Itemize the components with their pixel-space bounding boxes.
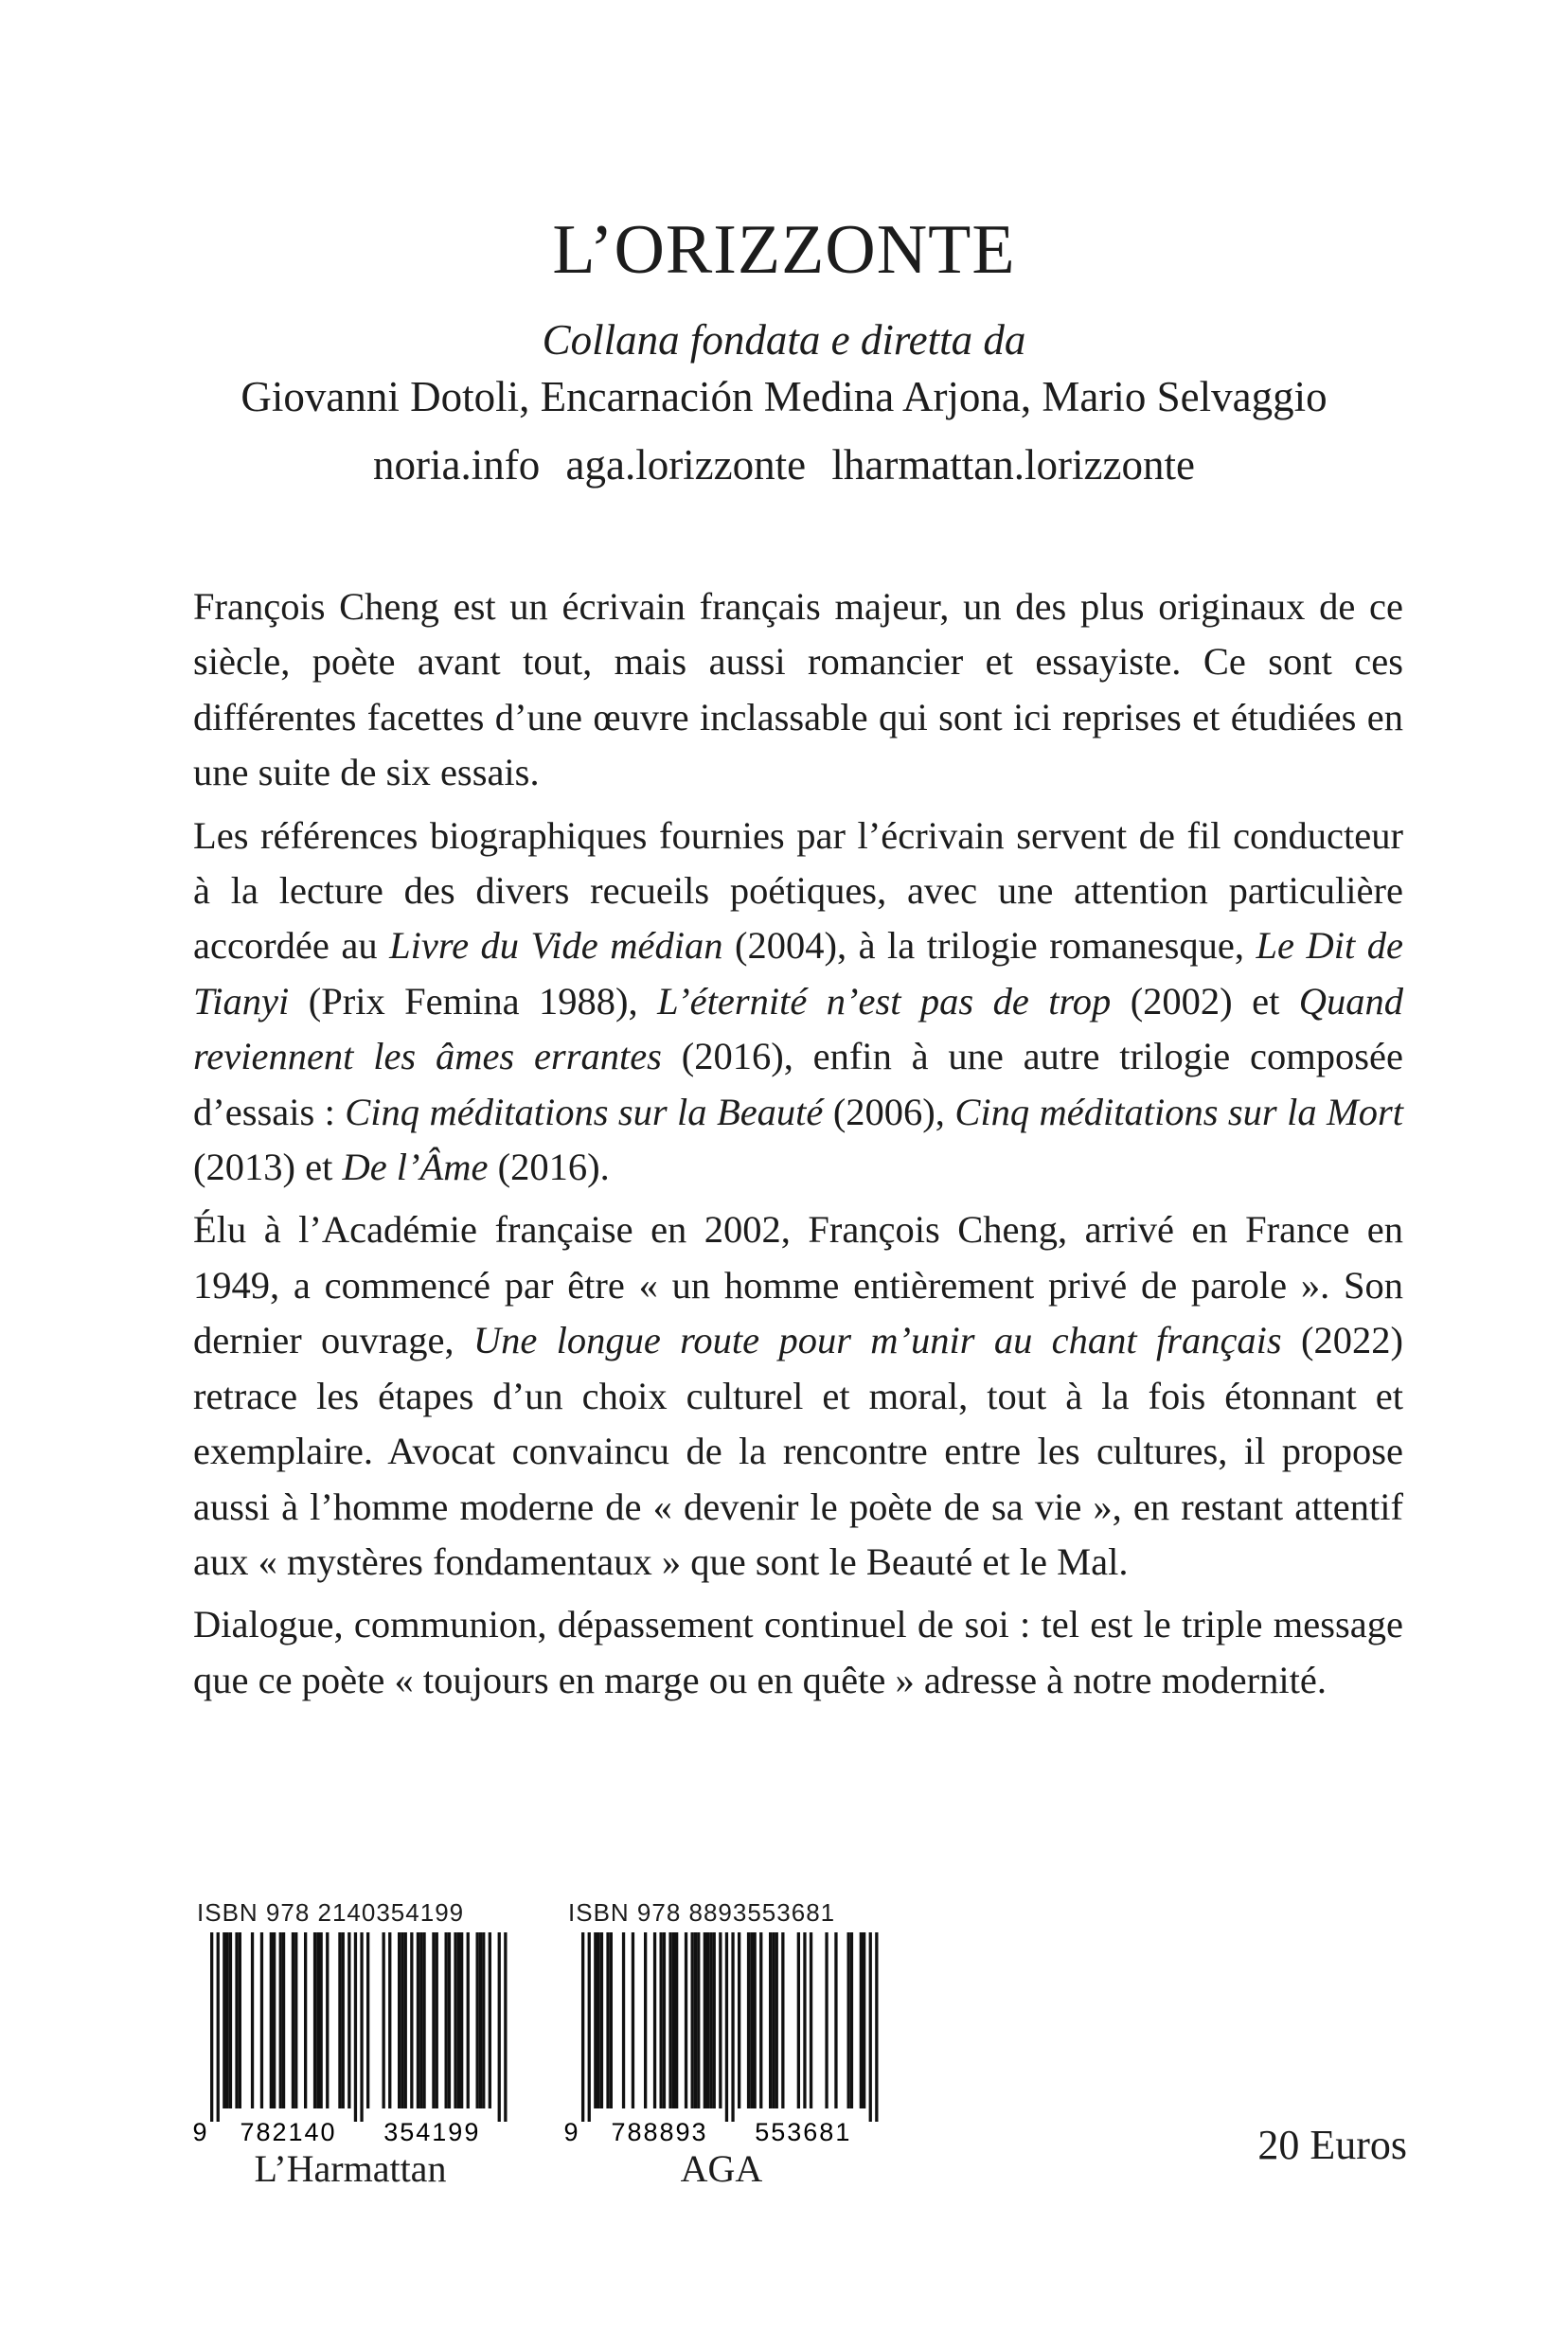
blurb-paragraph-2: Les références biographiques fournies par l’écrivain servent de fil conducteur à la lecture des divers recueils poétiques, avec une attention particulière accordée au Livre du Vide médian (2004), à la trilogie romanesque, Le Dit de Tianyi (Prix Femina 1988), L’éternité n’est pas de trop (2002) et Quand reviennent les âmes errantes (2016), enfin à une autre trilogie composée d’essais : Cinq méditations sur la Beauté (2006), Cinq méditations sur la Mort (2013) et De l’Âme (2016). bbox=[193, 813, 1404, 1189]
barcode-bar bbox=[731, 1932, 734, 2122]
barcode-bar bbox=[622, 1932, 625, 2108]
barcode-bar bbox=[694, 1932, 697, 2108]
link-aga: aga.lorizzonte bbox=[565, 441, 807, 489]
barcode-bar bbox=[709, 1932, 712, 2108]
barcode-bar bbox=[338, 1932, 341, 2108]
barcode-bar bbox=[610, 1932, 613, 2108]
price: 20 Euros bbox=[1257, 2122, 1407, 2168]
barcode-bar bbox=[594, 1932, 597, 2108]
barcode-bar bbox=[850, 1932, 853, 2108]
barcode-bar bbox=[366, 1932, 369, 2108]
series-title: L’ORIZZONTE bbox=[552, 211, 1016, 289]
barcode-bar bbox=[292, 1932, 294, 2108]
barcode-bar bbox=[273, 1932, 276, 2108]
barcode bbox=[561, 1932, 882, 2144]
blurb-paragraph-4: Dialogue, communion, dépassement continuel de soi : tel est le triple message que ce poète « toujours en marge ou en quête » adresse à notre modernité. bbox=[193, 1603, 1403, 1701]
barcode-bar bbox=[282, 1932, 285, 2108]
barcode-digits: 354199 bbox=[383, 2118, 481, 2144]
barcode-bar bbox=[260, 1932, 263, 2108]
barcode-bar bbox=[772, 1932, 775, 2108]
barcode-bar bbox=[663, 1932, 666, 2108]
series-links bbox=[0, 440, 1568, 489]
link-lharmattan: lharmattan.lorizzonte bbox=[831, 441, 1195, 489]
barcode-bar bbox=[360, 1932, 363, 2122]
barcode-bar bbox=[597, 1932, 600, 2108]
barcode-bar bbox=[460, 1932, 463, 2108]
barcode-bar bbox=[432, 1932, 435, 2108]
barcode-bar bbox=[672, 1932, 675, 2108]
barcode-bar bbox=[810, 1932, 812, 2108]
barcode-bar bbox=[691, 1932, 694, 2108]
barcode-bar bbox=[750, 1932, 753, 2108]
barcode bbox=[189, 1932, 511, 2144]
barcode-bar bbox=[342, 1932, 345, 2108]
barcode-bar bbox=[304, 1932, 307, 2108]
barcode-bar bbox=[404, 1932, 407, 2108]
barcode-bar bbox=[422, 1932, 425, 2108]
barcode-bar bbox=[685, 1932, 687, 2108]
barcode-bar bbox=[235, 1932, 238, 2108]
barcode-bar bbox=[606, 1932, 609, 2108]
barcode-bar bbox=[398, 1932, 401, 2108]
barcode-bar bbox=[697, 1932, 700, 2108]
barcode-bar bbox=[347, 1932, 350, 2108]
barcode-bar bbox=[401, 1932, 403, 2108]
barcode-bar bbox=[600, 1932, 603, 2108]
barcode-bar bbox=[316, 1932, 319, 2108]
barcode-bar bbox=[797, 1932, 800, 2108]
barcode-bar bbox=[759, 1932, 762, 2108]
barcode-bar bbox=[251, 1932, 254, 2108]
barcode-block-aga bbox=[561, 1898, 882, 2191]
barcode-bar bbox=[834, 1932, 837, 2108]
barcode-bar bbox=[354, 1932, 357, 2122]
link-noria: noria.info bbox=[373, 441, 541, 489]
barcode-bar bbox=[326, 1932, 329, 2108]
barcode-bar bbox=[436, 1932, 438, 2108]
barcode-bar bbox=[632, 1932, 634, 2108]
isbn-label: ISBN 978 8893553681 bbox=[568, 1898, 836, 1927]
barcode-bar bbox=[457, 1932, 460, 2108]
barcode-bar bbox=[668, 1932, 671, 2108]
barcode-digits: 9 bbox=[192, 2118, 209, 2144]
barcode-bar bbox=[504, 1932, 507, 2122]
barcode-bar bbox=[704, 1932, 706, 2108]
blurb-paragraph-3: Élu à l’Académie française en 2002, François Cheng, arrivé en France en 1949, a commencé par être « un homme entièrement privé de parole ». Son dernier ouvrage, Une longue route pour m’unir au chant français (2022) retrace les étapes d’un choix culturel et moral, tout à la fois étonnant et exemplaire. Avocat convaincu de la rencontre entre les cultures, il propose aussi à l’homme moderne de « devenir le poète de sa vie », en restant attentif aux « mystères fondamentaux » que sont le Beauté et le Mal. bbox=[193, 1208, 1403, 1583]
barcode-bar bbox=[482, 1932, 485, 2108]
barcode-bar bbox=[719, 1932, 722, 2108]
barcode-bar bbox=[863, 1932, 865, 2108]
barcode-bar bbox=[445, 1932, 448, 2108]
barcode-bar bbox=[226, 1932, 229, 2108]
barcode-bar bbox=[825, 1932, 828, 2108]
barcode-bar bbox=[476, 1932, 479, 2108]
barcode-bar bbox=[279, 1932, 282, 2108]
barcode-bar bbox=[454, 1932, 456, 2108]
barcode-bar bbox=[239, 1932, 241, 2108]
barcode-bar bbox=[653, 1932, 656, 2108]
publisher-name: AGA bbox=[680, 2147, 763, 2190]
barcode-bar bbox=[713, 1932, 716, 2108]
barcode-bar bbox=[675, 1932, 678, 2108]
barcode-bar bbox=[467, 1932, 470, 2108]
barcode-bar bbox=[320, 1932, 323, 2108]
barcode-bar bbox=[781, 1932, 784, 2108]
barcode-bar bbox=[410, 1932, 413, 2108]
barcode-bar bbox=[223, 1932, 225, 2108]
barcode-bar bbox=[725, 1932, 728, 2122]
barcode-bar bbox=[498, 1932, 501, 2122]
publisher-name: L’Harmattan bbox=[254, 2147, 447, 2190]
barcode-digits: 553681 bbox=[755, 2118, 852, 2144]
barcode-bar bbox=[388, 1932, 391, 2108]
barcode-bar bbox=[448, 1932, 451, 2108]
barcode-bar bbox=[775, 1932, 778, 2108]
barcode-bar bbox=[747, 1932, 750, 2108]
barcode-bar bbox=[270, 1932, 273, 2108]
isbn-label: ISBN 978 2140354199 bbox=[197, 1898, 465, 1927]
barcode-digits: 788893 bbox=[611, 2118, 708, 2144]
barcode-bar bbox=[803, 1932, 806, 2108]
barcode-bar bbox=[660, 1932, 663, 2108]
barcode-bar bbox=[875, 1932, 878, 2122]
series-subtitle: Collana fondata e diretta da bbox=[542, 316, 1026, 364]
barcode-bar bbox=[860, 1932, 863, 2108]
barcode-bar bbox=[210, 1932, 213, 2122]
barcode-bar bbox=[581, 1932, 584, 2122]
barcode-digits: 782140 bbox=[240, 2118, 337, 2144]
barcode-bar bbox=[294, 1932, 297, 2108]
barcode-bar bbox=[383, 1932, 385, 2108]
barcode-bar bbox=[479, 1932, 482, 2108]
barcode-bar bbox=[706, 1932, 709, 2108]
barcode-bar bbox=[417, 1932, 419, 2108]
barcode-bar bbox=[313, 1932, 316, 2108]
barcode-bar bbox=[769, 1932, 772, 2108]
barcode-bar bbox=[869, 1932, 872, 2122]
barcode-bar bbox=[588, 1932, 591, 2122]
blurb-paragraph-1: François Cheng est un écrivain français majeur, un des plus originaux de ce siècle, poète avant tout, mais aussi romancier et essayiste. Ce sont ces différentes facettes d’une œuvre inclassable qui sont ici reprises et étudiées en une suite de six essais. bbox=[193, 585, 1403, 794]
barcode-bar bbox=[847, 1932, 850, 2108]
barcode-bar bbox=[419, 1932, 422, 2108]
barcode-bar bbox=[489, 1932, 491, 2108]
back-cover-blurb bbox=[193, 579, 1403, 1716]
barcode-digits: 9 bbox=[563, 2118, 580, 2144]
barcode-bar bbox=[217, 1932, 220, 2122]
barcode-bar bbox=[738, 1932, 740, 2108]
barcode-bar bbox=[644, 1932, 647, 2108]
series-directors: Giovanni Dotoli, Encarnación Medina Arjona, Mario Selvaggio bbox=[241, 373, 1327, 420]
barcode-block-harmattan bbox=[189, 1898, 511, 2191]
barcode-bar bbox=[754, 1932, 757, 2108]
barcode-bar bbox=[229, 1932, 232, 2108]
